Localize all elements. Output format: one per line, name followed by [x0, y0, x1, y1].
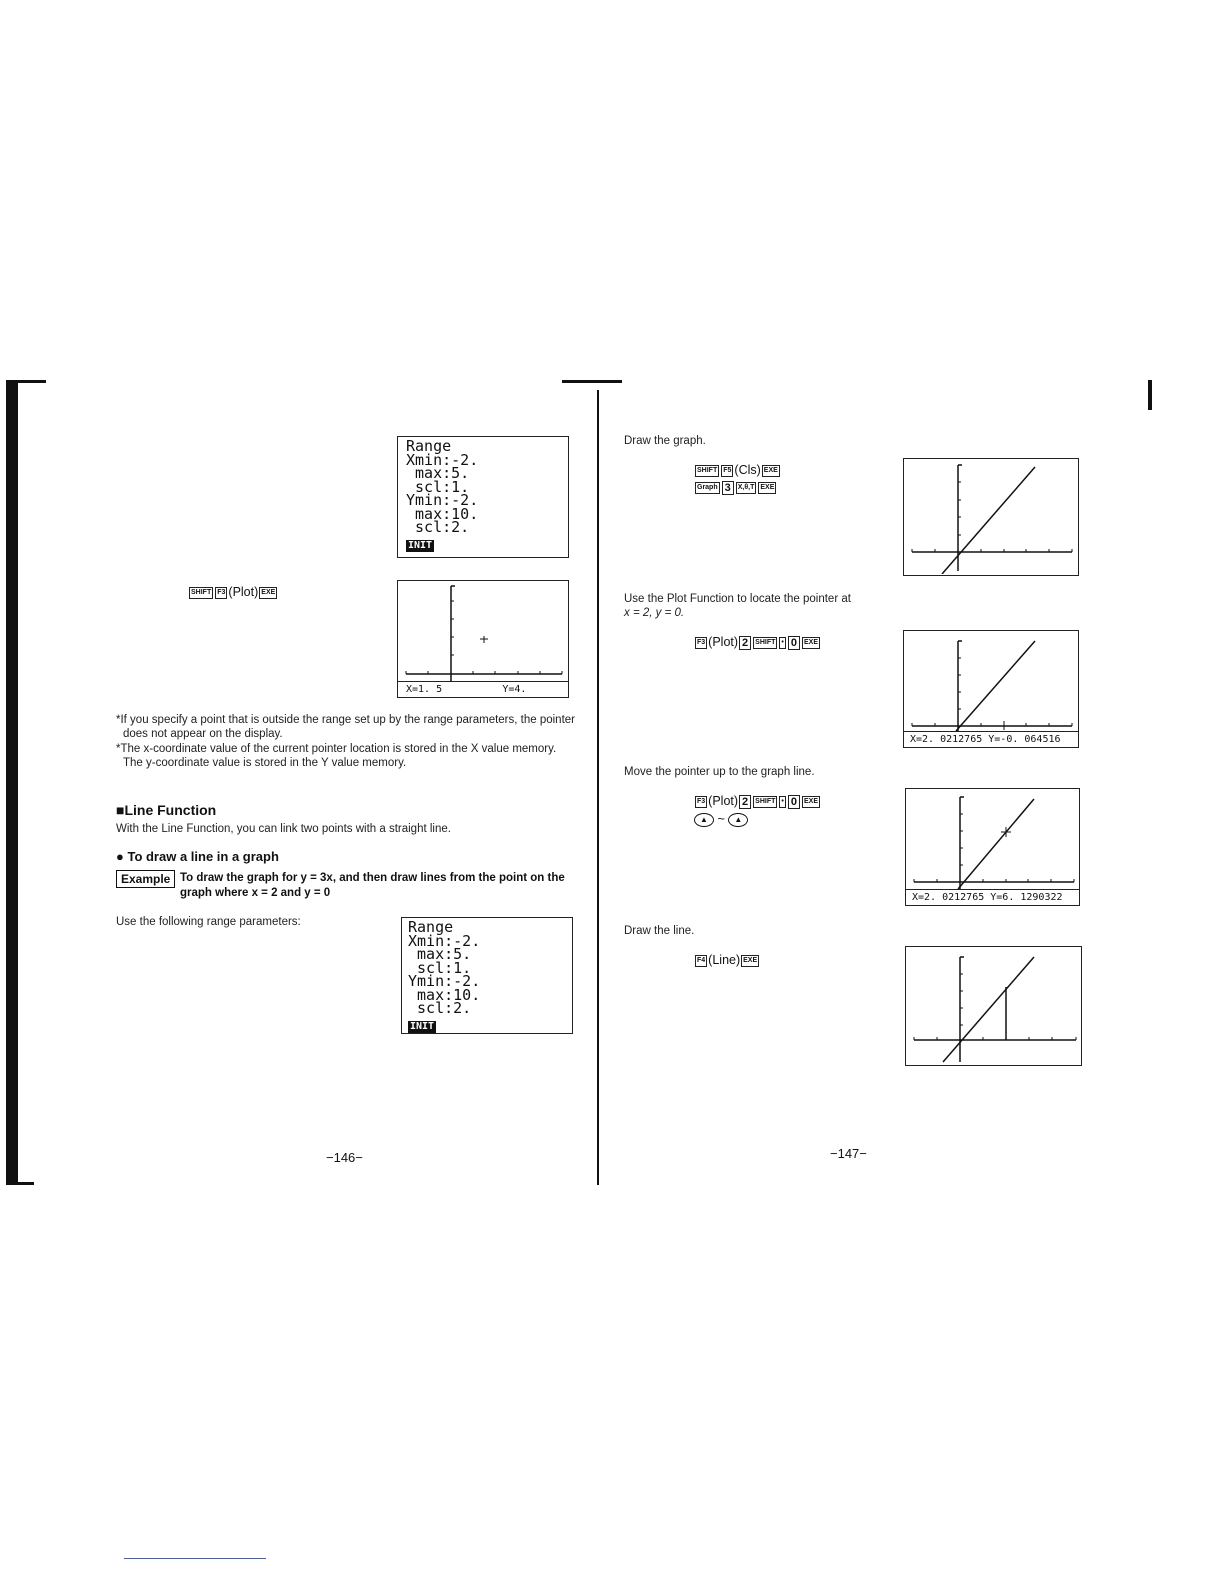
graph-line: [943, 957, 1034, 1062]
step2-keys: [694, 634, 821, 650]
graph-line: [958, 799, 1034, 889]
left-binding-edge: [6, 380, 18, 1185]
plot-key-sequence: [188, 584, 278, 600]
graph-screen-4: [905, 946, 1082, 1066]
center-spine: [597, 390, 599, 1185]
init-softkey[interactable]: INIT: [410, 1020, 435, 1032]
exe-key[interactable]: EXE: [259, 587, 277, 599]
pointer-cross: [480, 636, 488, 643]
step2-text-1: Use the Plot Function to locate the pointer at: [624, 593, 851, 605]
shift-key[interactable]: SHIFT: [753, 796, 777, 808]
step3-keys: [694, 793, 821, 809]
range-line: max:5.: [406, 464, 470, 482]
range-intro: Use the following range parameters:: [116, 916, 301, 928]
shift-key[interactable]: SHIFT: [189, 587, 213, 599]
right-edge-mark: [1148, 380, 1152, 410]
digit-2-key[interactable]: 2: [739, 795, 751, 809]
range-line: max:10.: [408, 985, 481, 1004]
note-2: *The x-coordinate value of the current pointer location is stored in the X value memory.: [116, 743, 557, 755]
note-2-cont: The y-coordinate value is stored in the Y value memory.: [123, 757, 407, 769]
note-1-cont: does not appear on the display.: [123, 728, 283, 740]
x-readout: X=1. 5: [406, 684, 443, 695]
range-line: Xmin:-2.: [406, 450, 479, 469]
pointer-cross: [1000, 721, 1008, 730]
step4-keys: [694, 952, 760, 968]
graph-pointer-axis: [904, 631, 1077, 731]
plot-screen: [397, 580, 569, 698]
left-bottom-rule: [6, 1182, 34, 1185]
range-screen-1: [397, 436, 569, 558]
plot-graph: [398, 581, 567, 681]
plot-label: (Plot): [708, 635, 739, 649]
plot-readout: [398, 681, 568, 697]
range-title: Range: [406, 437, 452, 455]
comma-key[interactable]: •: [779, 637, 785, 649]
shift-key[interactable]: SHIFT: [695, 465, 719, 477]
page-number-right: −147−: [830, 1146, 867, 1161]
graph3-readout: X=2. 0212765 Y=6. 1290322: [906, 889, 1079, 905]
range-line: scl:1.: [408, 958, 472, 977]
f3-key[interactable]: F3: [215, 587, 227, 599]
range-screen-2: [401, 917, 573, 1034]
graph-line: [956, 641, 1035, 731]
f4-key[interactable]: F4: [695, 955, 707, 967]
arrow-separator: ~: [717, 812, 725, 826]
step1-keys-b: [694, 479, 777, 495]
range-line: scl:2.: [408, 999, 472, 1017]
plot-label: (Plot): [708, 794, 739, 808]
plot-label: (Plot): [228, 585, 259, 599]
exe-key[interactable]: EXE: [758, 482, 776, 494]
exe-key[interactable]: EXE: [762, 465, 780, 477]
step3-arrows: [694, 811, 748, 827]
step3-text: Move the pointer up to the graph line.: [624, 766, 815, 778]
graph2-readout: X=2. 0212765 Y=-0. 064516: [904, 731, 1078, 747]
step4-text: Draw the line.: [624, 925, 695, 937]
f3-key[interactable]: F3: [695, 796, 707, 808]
range-line: scl:2.: [406, 518, 470, 536]
range-line: max:5.: [408, 945, 472, 963]
step1-text: Draw the graph.: [624, 435, 706, 447]
page-number-left: −146−: [326, 1150, 363, 1165]
step2-text-2: x = 2, y = 0.: [624, 607, 685, 619]
graph-screen-2: [903, 630, 1079, 748]
line-label: (Line): [708, 953, 741, 967]
digit-3-key[interactable]: 3: [722, 481, 734, 495]
range-line: Ymin:-2.: [406, 491, 479, 509]
up-arrow-key-icon[interactable]: ▲: [728, 813, 748, 827]
range-line: Xmin:-2.: [408, 931, 481, 950]
graph-y-3x: [904, 459, 1077, 574]
graph-pointer-on-line: [906, 789, 1078, 889]
digit-0-key[interactable]: 0: [788, 795, 800, 809]
f5-key[interactable]: F5: [721, 465, 733, 477]
digit-2-key[interactable]: 2: [739, 636, 751, 650]
exe-key[interactable]: EXE: [802, 637, 820, 649]
example-tag: Example: [116, 870, 175, 888]
range-line: max:10.: [406, 504, 479, 523]
note-1: *If you specify a point that is outside the range set up by the range parameters, the pointer: [116, 714, 576, 726]
comma-key[interactable]: •: [779, 796, 785, 808]
f3-key[interactable]: F3: [695, 637, 707, 649]
example-text-2: graph where x = 2 and y = 0: [180, 887, 331, 899]
shift-key[interactable]: SHIFT: [753, 637, 777, 649]
range-title: Range: [408, 918, 454, 936]
center-spine-top: [562, 380, 622, 383]
subheading: ● To draw a line in a graph: [116, 849, 279, 864]
x-theta-t-key[interactable]: X,θ,T: [736, 482, 757, 494]
exe-key[interactable]: EXE: [802, 796, 820, 808]
graph-screen-3: [905, 788, 1080, 906]
cls-label: (Cls): [734, 463, 761, 477]
digit-0-key[interactable]: 0: [788, 636, 800, 650]
example-text-1: To draw the graph for y = 3x, and then draw lines from the point on the: [180, 872, 565, 884]
left-top-rule: [6, 380, 46, 383]
graph-key[interactable]: Graph: [695, 482, 720, 494]
exe-key[interactable]: EXE: [741, 955, 759, 967]
graph-with-line: [906, 947, 1080, 1064]
up-arrow-key-icon[interactable]: ▲: [694, 813, 714, 827]
bottom-link-rule: [124, 1558, 266, 1559]
range-line: scl:1.: [406, 477, 470, 496]
graph-screen-1: [903, 458, 1079, 576]
range-line: Ymin:-2.: [408, 972, 481, 990]
section-heading: ■Line Function: [116, 802, 217, 818]
step1-keys-a: [694, 462, 781, 478]
init-softkey[interactable]: INIT: [408, 539, 433, 551]
section-intro: With the Line Function, you can link two points with a straight line.: [116, 823, 451, 835]
y-readout: Y=4.: [502, 684, 527, 695]
graph-line: [942, 467, 1035, 574]
